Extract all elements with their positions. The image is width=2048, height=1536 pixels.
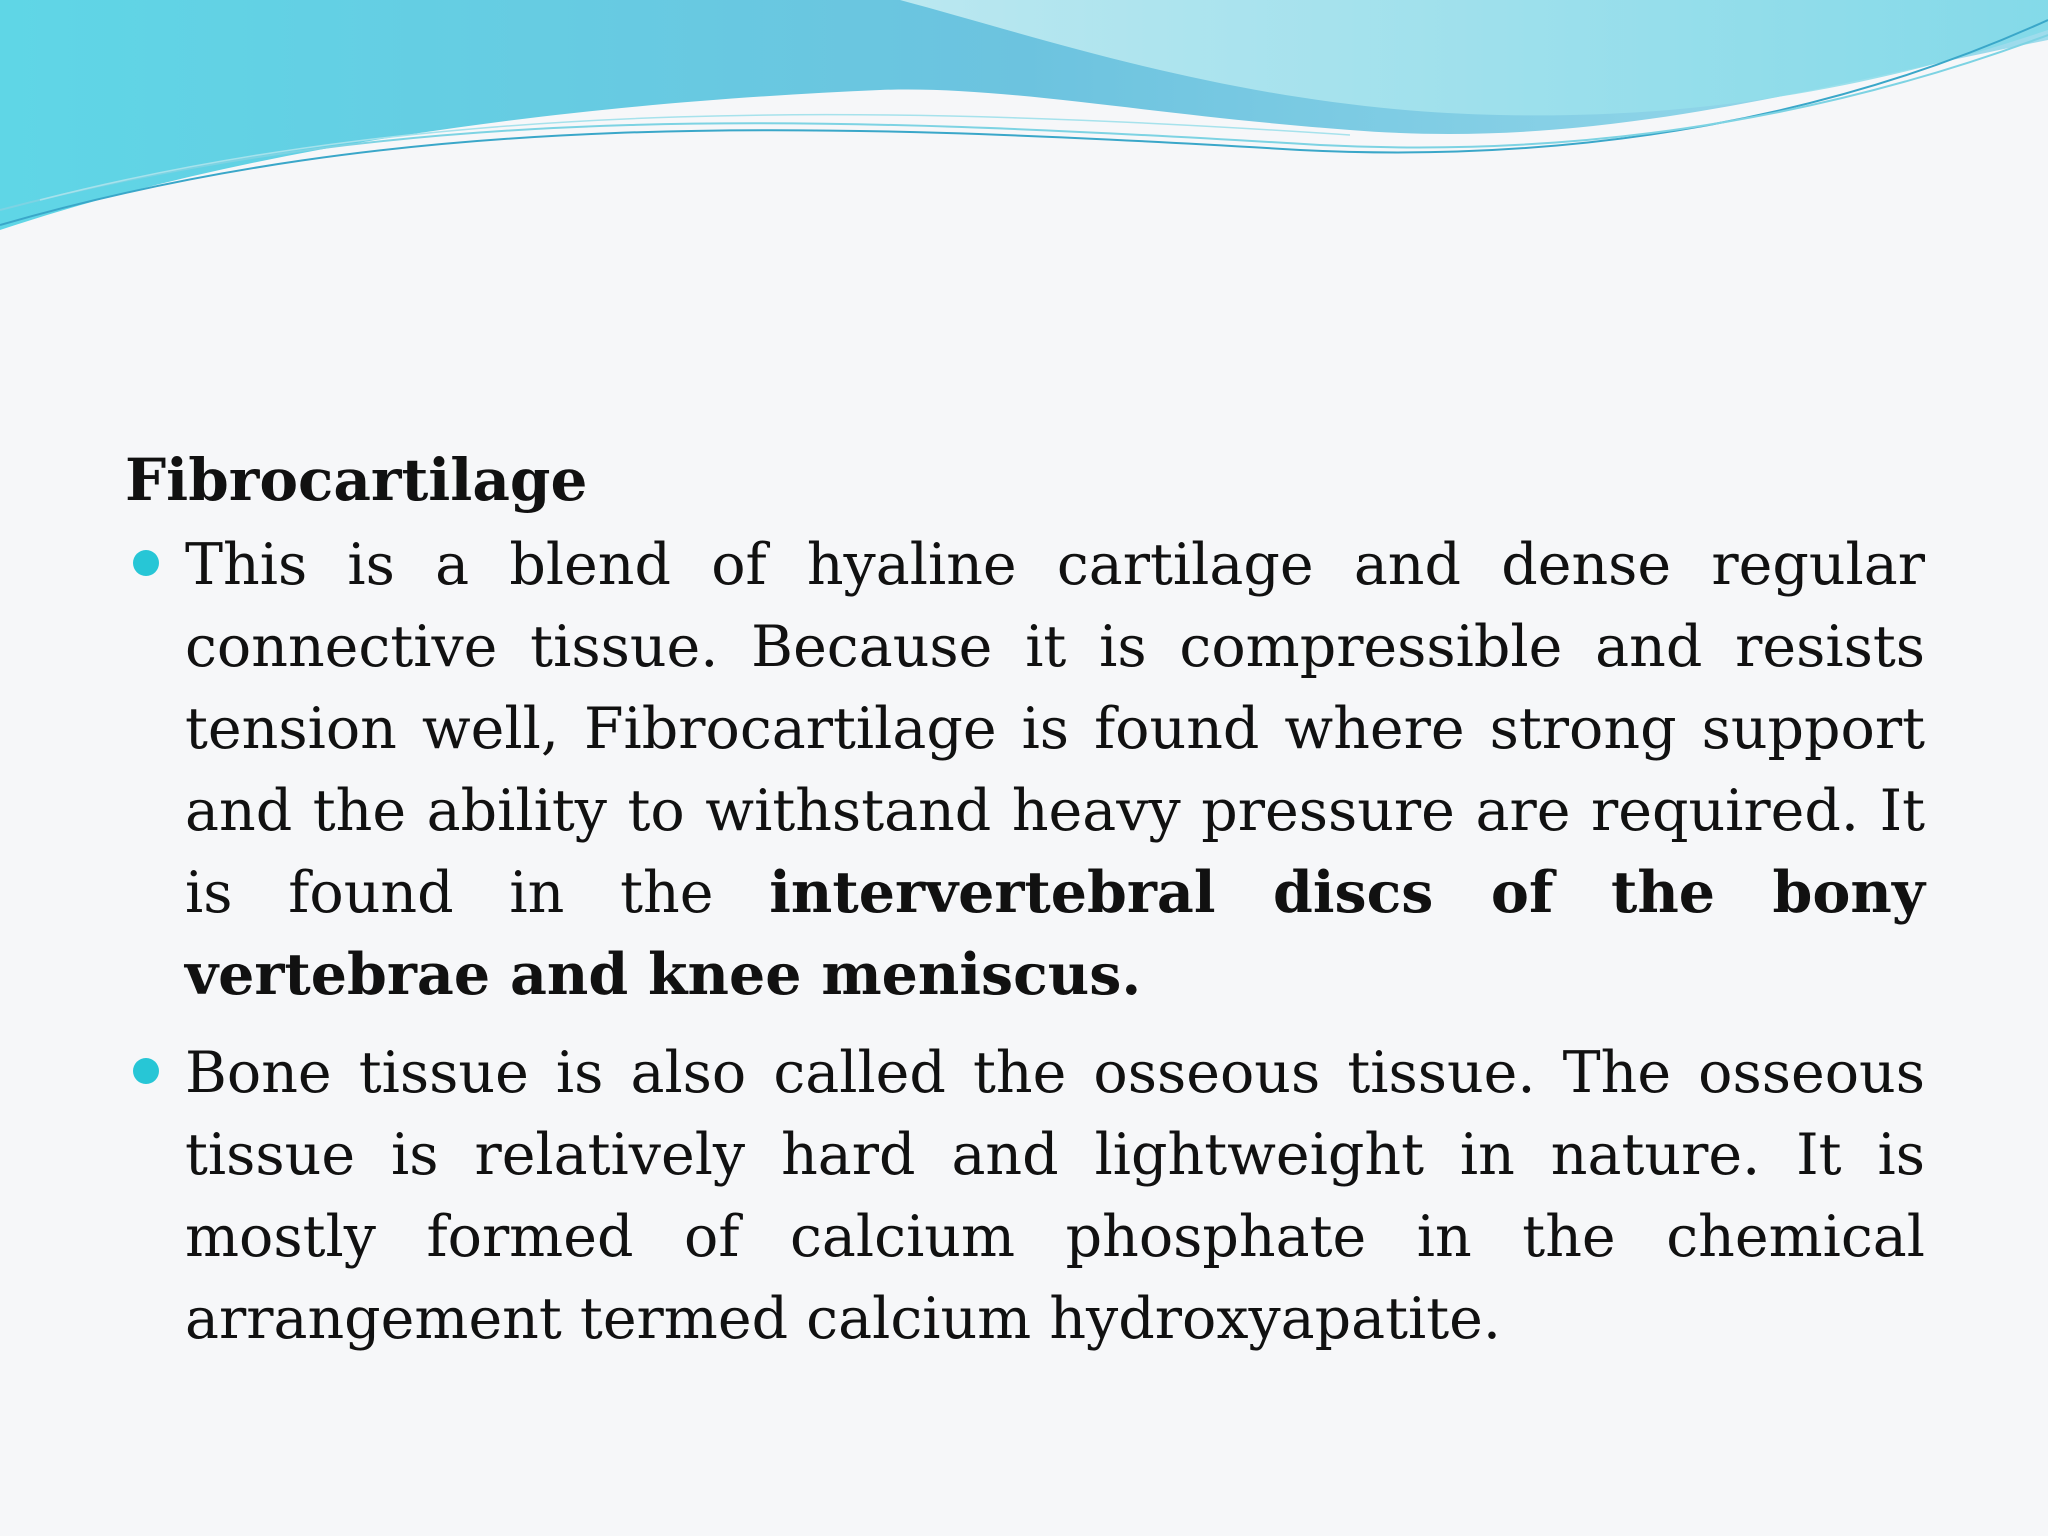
- filled-circle-bullet-icon: [133, 1058, 159, 1084]
- slide-heading: Fibrocartilage: [125, 446, 588, 514]
- filled-circle-bullet-icon: [133, 550, 159, 576]
- wave-header-icon: [0, 0, 2048, 240]
- bullet-text: Bone tissue is also called the osseous tissue. The osseous tissue is relatively hard and lightweight in nature. It is mostly formed of calcium phosphate in the chemical arrangement termed calcium hydroxyapatite.: [185, 1040, 1925, 1352]
- bullet-list: [125, 524, 1925, 1360]
- list-item: [125, 524, 1925, 1016]
- bullet-text: This is a blend of hyaline cartilage and dense regular connective tissue. Because it is compressible and resists tension well, Fibrocartilage is found where strong support and the ability to withstand heavy pressure are required. It is found in the: [185, 532, 1925, 926]
- bullet-text-bold: intervertebral discs of the bony vertebrae and knee meniscus.: [185, 859, 1925, 1008]
- slide-content: [125, 440, 1925, 1376]
- list-item: [125, 1032, 1925, 1360]
